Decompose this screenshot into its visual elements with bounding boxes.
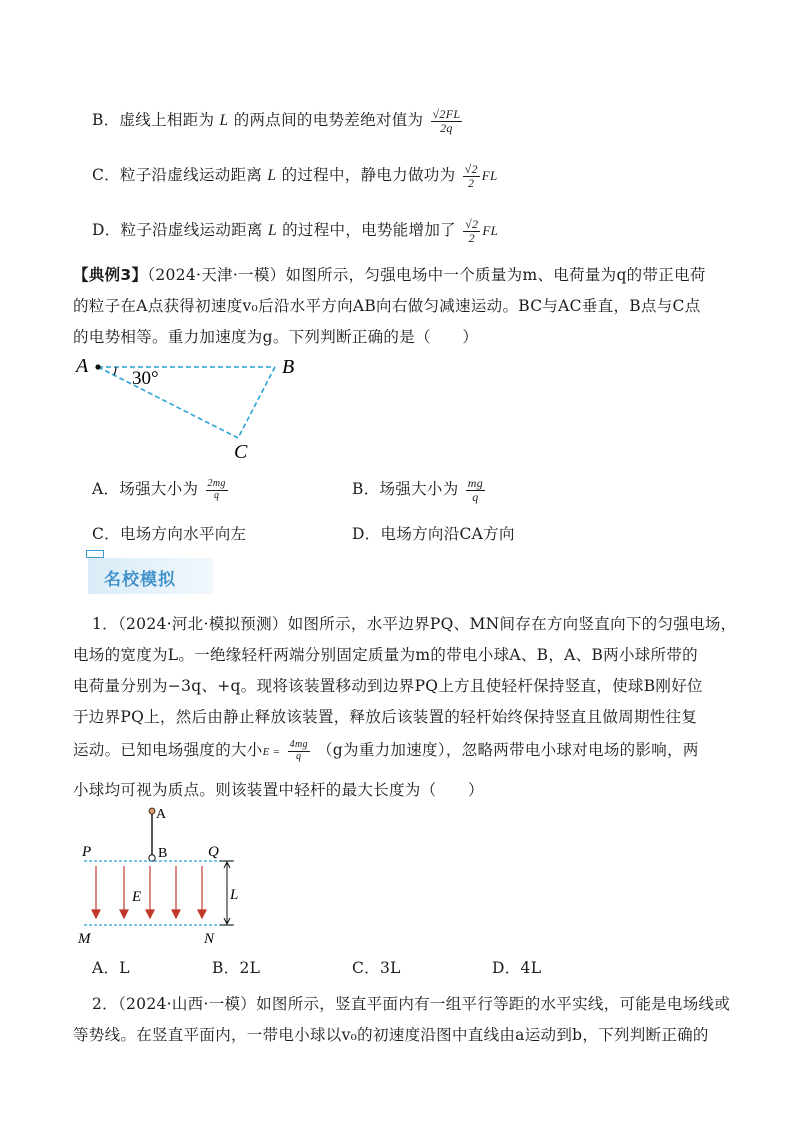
example3-line1: 【典例3】（2024·天津·一模）如图所示，匀强电场中一个质量为m、电荷量为q的带正电荷 xyxy=(73,266,706,284)
example3-option-b: B．场强大小为 $\frac{mg}{q}$ xyxy=(352,476,484,504)
q1-line5: 运动。已知电场强度的大小E = $\frac{4mg}{q}$ （g为重力加速度），忽略两带电小球对电场的影响，两 xyxy=(73,739,699,762)
ball-b xyxy=(149,855,155,861)
q1-line2: 电场的宽度为L。一绝缘轻杆两端分别固定质量为m的带电小球A、B，A、B两小球所带的 xyxy=(73,646,698,664)
q1-option-a: A．L xyxy=(92,959,130,977)
example3-option-a: A．场强大小为 $\frac{2mg}{q}$ xyxy=(92,478,226,501)
label-ball-b: B xyxy=(158,846,168,861)
angle-label: 30° xyxy=(132,368,159,389)
example3-option-d: D．电场方向沿CA方向 xyxy=(352,525,515,543)
fraction: $\frac{2mg}{q}$ xyxy=(207,478,226,501)
example3-option-c: C．电场方向水平向左 xyxy=(92,525,247,543)
q1-line3: 电荷量分别为−3q、+q。现将该装置移动到边界PQ上方且使轻杆保持竖直，使球B刚好位 xyxy=(73,677,703,695)
option-b-prev: B．虚线上相距为 L 的两点间的电势差绝对值为 $\frac{√2FL}{2q}$ xyxy=(92,107,461,135)
q2-line1: 2．（2024·山西·一模）如图所示，竖直平面内有一组平行等距的水平实线，可能是电场线或 xyxy=(92,995,731,1013)
section-title: 名校模拟 xyxy=(104,570,176,590)
label-b: B xyxy=(282,356,295,378)
triangle-figure xyxy=(70,350,310,465)
q1-option-b: B．2L xyxy=(212,959,261,977)
field-arrows xyxy=(92,866,206,918)
q1-line4: 于边界PQ上，然后由静止释放该装置，释放后该装置的轻杆始终保持竖直且做周期性往复 xyxy=(73,708,698,726)
example3-line3: 的电势相等。重力加速度为g。下列判断正确的是（ ） xyxy=(73,328,479,346)
option-d-prev: D．粒子沿虚线运动距离 L 的过程中，电势能增加了 $\frac{√2}{2}$ FL xyxy=(92,217,499,245)
fraction: $\frac{√2}{2}$ xyxy=(465,217,479,245)
label-e: E xyxy=(132,889,142,905)
label-n: N xyxy=(204,931,215,947)
field-figure xyxy=(72,800,272,948)
label-p: P xyxy=(82,844,92,860)
q1-option-c: C．3L xyxy=(352,959,401,977)
q1-line6: 小球均可视为质点。则该装置中轻杆的最大长度为（ ） xyxy=(73,781,484,799)
example3-line2: 的粒子在A点获得初速度v₀后沿水平方向AB向右做匀减速运动。BC与AC垂直，B点与C点 xyxy=(73,297,701,315)
point-a xyxy=(95,364,100,369)
label-a: A xyxy=(76,355,89,377)
fraction: $\frac{√2}{2}$ xyxy=(464,162,478,190)
banner-tag-icon xyxy=(86,550,104,558)
q2-line2: 等势线。在竖直平面内，一带电小球以v₀的初速度沿图中直线由a运动到b，下列判断正确的 xyxy=(73,1026,709,1044)
fraction: $\frac{4mg}{q}$ xyxy=(289,739,308,762)
option-c-prev: C．粒子沿虚线运动距离 L 的过程中，静电力做功为 $\frac{√2}{2}$ FL xyxy=(92,162,498,190)
fraction: $\frac{√2FL}{2q}$ xyxy=(432,107,461,135)
q1-option-d: D．4L xyxy=(492,959,542,977)
section-banner xyxy=(88,558,214,594)
label-m: M xyxy=(78,931,91,947)
q1-line1: 1．（2024·河北·模拟预测）如图所示，水平边界PQ、MN间存在方向竖直向下的匀强电场， xyxy=(92,615,737,633)
label-q: Q xyxy=(208,844,219,860)
label-ball-a: A xyxy=(156,807,167,822)
label-c: C xyxy=(234,441,248,463)
label-l: L xyxy=(230,887,239,903)
fraction: $\frac{mg}{q}$ xyxy=(467,476,484,504)
ball-a xyxy=(149,808,155,814)
